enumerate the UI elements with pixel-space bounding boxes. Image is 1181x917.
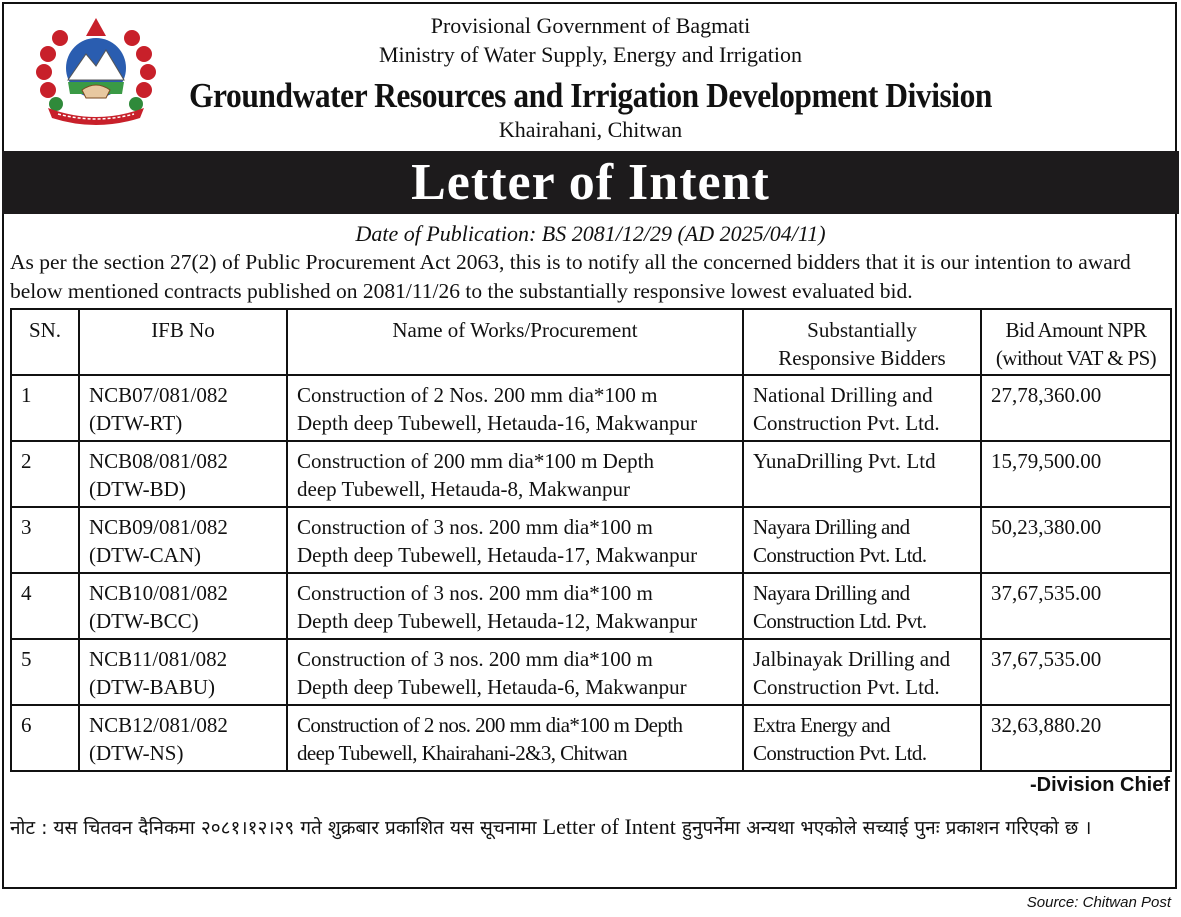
division-name: Groundwater Resources and Irrigation Development Division	[189, 76, 992, 115]
bidder-line2: Construction Ltd. Pvt.	[753, 609, 927, 633]
work-line2: Depth deep Tubewell, Hetauda-6, Makwanpur	[297, 675, 687, 699]
ifb-code: (DTW-BD)	[89, 477, 186, 501]
cell-amount: 15,79,500.00	[981, 441, 1171, 507]
cell-amount: 32,63,880.20	[981, 705, 1171, 771]
government-name: Provisional Government of Bagmati	[430, 13, 751, 38]
ifb-code: (DTW-CAN)	[89, 543, 201, 567]
work-line1: Construction of 200 mm dia*100 m Depth	[297, 449, 654, 473]
work-line2: deep Tubewell, Hetauda-8, Makwanpur	[297, 477, 631, 501]
work-line1: Construction of 3 nos. 200 mm dia*100 m	[297, 515, 653, 539]
cell-bidder	[743, 375, 981, 441]
cell-ifb	[79, 573, 287, 639]
cell-sn: 2	[11, 441, 79, 507]
cell-bidder	[743, 441, 981, 507]
cell-amount: 37,67,535.00	[981, 639, 1171, 705]
cell-ifb	[79, 639, 287, 705]
header-bidder-line1: Substantially	[807, 318, 917, 342]
work-line2: Depth deep Tubewell, Hetauda-16, Makwanpur	[297, 411, 698, 435]
table-row	[11, 375, 1171, 441]
bidder-line2: Construction Pvt. Ltd.	[753, 411, 940, 435]
ifb-code: (DTW-NS)	[89, 741, 184, 765]
cell-work	[287, 705, 743, 771]
work-line2: deep Tubewell, Khairahani-2&3, Chitwan	[297, 741, 628, 765]
publication-date: Date of Publication: BS 2081/12/29 (AD 2025/04/11)	[355, 221, 826, 246]
division-location: Khairahani, Chitwan	[498, 117, 683, 142]
ministry-name: Ministry of Water Supply, Energy and Irrigation	[378, 42, 803, 67]
work-line1: Construction of 2 nos. 200 mm dia*100 m Depth	[297, 713, 683, 737]
header-ifb: IFB No	[79, 309, 287, 375]
ifb-number: NCB10/081/082	[89, 581, 228, 605]
cell-work	[287, 441, 743, 507]
bidder-line1: Extra Energy and	[753, 713, 890, 737]
header-amount-line1: Bid Amount NPR	[1005, 318, 1147, 342]
correction-note	[10, 810, 1170, 845]
header-work: Name of Works/Procurement	[287, 309, 743, 375]
ifb-number: NCB08/081/082	[89, 449, 228, 473]
page-title: Letter of Intent	[2, 151, 1179, 214]
cell-work	[287, 573, 743, 639]
cell-ifb	[79, 375, 287, 441]
cell-sn: 3	[11, 507, 79, 573]
work-line1: Construction of 3 nos. 200 mm dia*100 m	[297, 581, 653, 605]
table-row	[11, 441, 1171, 507]
ifb-number: NCB11/081/082	[89, 647, 228, 671]
cell-ifb	[79, 507, 287, 573]
cell-amount: 27,78,360.00	[981, 375, 1171, 441]
signature: -Division Chief	[1029, 774, 1170, 796]
bidder-line1: National Drilling and	[753, 383, 933, 407]
bidder-line1: Jalbinayak Drilling and	[753, 647, 951, 671]
cell-amount: 50,23,380.00	[981, 507, 1171, 573]
bidder-line2: Construction Pvt. Ltd.	[753, 543, 927, 567]
cell-bidder	[743, 507, 981, 573]
ifb-code: (DTW-BCC)	[89, 609, 199, 633]
header-bidder	[743, 309, 981, 375]
cell-ifb	[79, 441, 287, 507]
header-sn: SN.	[11, 309, 79, 375]
work-line2: Depth deep Tubewell, Hetauda-12, Makwanpur	[297, 609, 698, 633]
bidder-line1: YunaDrilling Pvt. Ltd	[753, 449, 936, 473]
cell-work	[287, 639, 743, 705]
bidder-line2: Construction Pvt. Ltd.	[753, 741, 927, 765]
ifb-number: NCB09/081/082	[89, 515, 228, 539]
bidder-line1: Nayara Drilling and	[753, 581, 910, 605]
table-row	[11, 705, 1171, 771]
table-row	[11, 573, 1171, 639]
ifb-number: NCB12/081/082	[89, 713, 228, 737]
cell-sn: 5	[11, 639, 79, 705]
work-line1: Construction of 3 nos. 200 mm dia*100 m	[297, 647, 653, 671]
cell-sn: 1	[11, 375, 79, 441]
contracts-table	[10, 308, 1172, 772]
bidder-line2: Construction Pvt. Ltd.	[753, 675, 940, 699]
work-line2: Depth deep Tubewell, Hetauda-17, Makwanpur	[297, 543, 698, 567]
cell-bidder	[743, 705, 981, 771]
cell-sn: 4	[11, 573, 79, 639]
cell-work	[287, 507, 743, 573]
cell-bidder	[743, 573, 981, 639]
table-header-row	[11, 309, 1171, 375]
cell-amount: 37,67,535.00	[981, 573, 1171, 639]
ifb-code: (DTW-BABU)	[89, 675, 215, 699]
header-amount	[981, 309, 1171, 375]
cell-bidder	[743, 639, 981, 705]
table-row	[11, 507, 1171, 573]
ifb-number: NCB07/081/082	[89, 383, 228, 407]
header-bidder-line2: Responsive Bidders	[778, 346, 946, 370]
table-row	[11, 639, 1171, 705]
cell-work	[287, 375, 743, 441]
source-credit: Source: Chitwan Post	[1026, 894, 1171, 911]
bidder-line1: Nayara Drilling and	[753, 515, 910, 539]
note-text-part3: हुनुपर्नेमा अन्यथा भएकोले सच्याई पुनः प्रकाशन गरिएको छ ।	[675, 817, 1092, 839]
note-text-part1: नोट : यस चितवन दैनिकमा २०८१।१२।२९ गते शुक्रबार प्रकाशित यस सूचनामा	[10, 817, 543, 839]
note-text-part2: Letter of Intent	[542, 814, 676, 839]
work-line1: Construction of 2 Nos. 200 mm dia*100 m	[297, 383, 658, 407]
cell-sn: 6	[11, 705, 79, 771]
intro-paragraph: As per the section 27(2) of Public Procurement Act 2063, this is to notify all the concerned bidders that it is our intention to award below mentioned contracts published on 2081/11/26 to the substantially responsive lowest evaluated bid.	[10, 250, 1131, 303]
header-amount-line2: (without VAT & PS)	[995, 346, 1157, 370]
ifb-code: (DTW-RT)	[89, 411, 183, 435]
cell-ifb	[79, 705, 287, 771]
